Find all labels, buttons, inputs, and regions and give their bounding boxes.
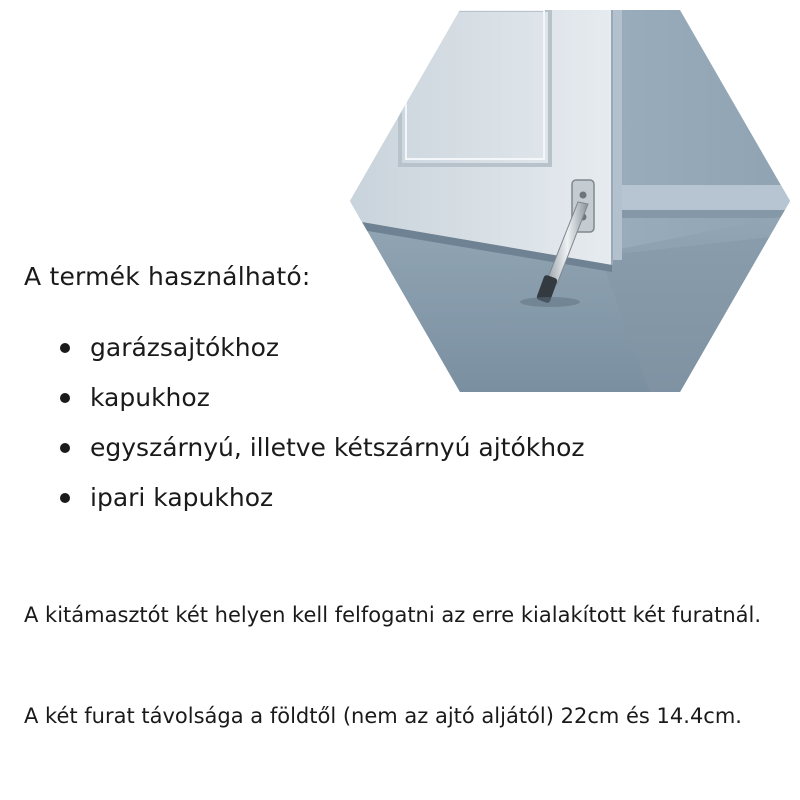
bullet-icon [60, 343, 70, 353]
mounting-paragraph: A kitámasztót két helyen kell felfogatni az erre kialakított két furatnál. [24, 603, 762, 627]
list-item-label: egyszárnyú, illetve kétszárnyú ajtókhoz [90, 433, 585, 462]
bullet-icon [60, 393, 70, 403]
list-item-label: garázsajtókhoz [90, 333, 280, 362]
usage-heading: A termék használható: [24, 262, 311, 291]
list-item [60, 328, 584, 378]
list-item [60, 428, 584, 478]
list-item-label: kapukhoz [90, 383, 210, 412]
bullet-icon [60, 493, 70, 503]
usage-list [60, 328, 584, 528]
hole-distance-paragraph: A két furat távolsága a földtől (nem az ajtó aljától) 22cm és 14.4cm. [24, 704, 742, 728]
bullet-icon [60, 443, 70, 453]
list-item [60, 378, 584, 428]
list-item-label: ipari kapukhoz [90, 483, 274, 512]
list-item [60, 478, 584, 528]
